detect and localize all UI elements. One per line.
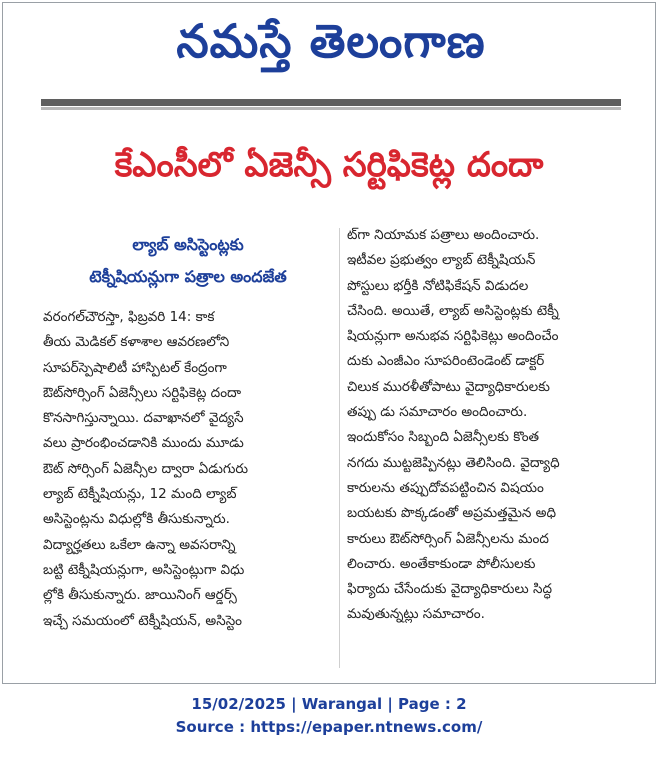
footer-source-link[interactable]: Source : https://epaper.ntnews.com/: [175, 718, 483, 736]
article-text-line: చిలుక మురళీతోపాటు వైద్యాధికారులకు: [347, 378, 550, 395]
masthead-rule-shadow: [41, 107, 621, 110]
footer-edition-info: 15/02/2025 | Warangal | Page : 2: [191, 695, 467, 713]
article-text-line: షియన్లుగా అనుభవ సర్టిఫికెట్లు అందించేం: [347, 328, 559, 345]
article-text-line: ఇందుకోసం సిబ్బంది ఏజెన్సీలకు కొంత: [347, 429, 540, 446]
article-text-line: చేసింది. అయితే, ల్యాబ్ అసిస్టెంట్లకు టెక్నీ: [347, 302, 559, 319]
article-text-line: బట్టి టెక్నీషియన్లుగా, అసిస్టెంట్లుగా విధు: [43, 561, 245, 578]
article-subhead-2: టెక్నీషియన్లుగా పత్రాల అందజేత: [89, 267, 287, 286]
article-text-line: కారులను తప్పుదోవపట్టించిన విషయం: [347, 479, 544, 496]
article-text-line: తీయ మెడికల్ కళాశాల ఆవరణలోని: [43, 334, 230, 351]
article-text-line: సూపర్‌స్పెషాలిటీ హాస్పిటల్ కేంద్రంగా: [43, 359, 227, 376]
article-text-line: వలు ప్రారంభించడానికి ముందు మూడు: [43, 435, 244, 452]
article-column-right: [347, 223, 639, 628]
article-text-line: మవుతున్నట్లు సమాచారం.: [347, 606, 485, 623]
article-column-left: [43, 305, 335, 634]
newspaper-clipping: [2, 2, 656, 684]
article-text-line: అసిస్టెంట్లను విధుల్లోకి తీసుకున్నారు.: [43, 511, 230, 528]
article-subhead-1: ల్యాబ్ అసిస్టెంట్లకు: [132, 235, 244, 254]
article-text-line: విద్యార్హతలు ఒకేలా ఉన్నా అవసరాన్ని: [43, 536, 236, 553]
article-text-line: వరంగల్‌చౌరస్తా, ఫిబ్రవరి 14: కాక: [43, 309, 215, 325]
column-divider: [339, 228, 340, 668]
article-text-line: ఔట్ సోర్సింగ్ ఏజెన్సీల ద్వారా ఏడుగురు: [43, 460, 249, 477]
article-text-line: ల్యాబ్ టెక్నీషియన్లు, 12 మంది ల్యాబ్: [43, 486, 237, 503]
article-text-line: బయటకు పొక్కడంతో అప్రమత్తమైన అధి: [347, 505, 556, 522]
article-text-line: ఫిర్యాదు చేసేందుకు వైద్యాధికారులు సిద్ధ: [347, 581, 552, 598]
masthead-rule: [41, 99, 621, 106]
article-text-line: తప్పు డు సమాచారం అందించారు.: [347, 404, 528, 421]
article-headline: కేఎంసీలో ఏజెన్సీ సర్టిఫికెట్ల దందా: [114, 145, 544, 185]
article-text-line: ట్‌గా నియామక పత్రాలు అందించారు.: [347, 227, 540, 243]
article-text-line: కొనసాగిస్తున్నాయి. దవాఖానలో వైద్యసే: [43, 410, 244, 427]
article-text-line: ఇచ్చే సమయంలో టెక్నీషియన్, అసిస్టెం: [43, 612, 243, 629]
article-text-line: దుకు ఎంజీఎం సూపరింటెండెంట్ డాక్టర్: [347, 353, 545, 370]
article-text-line: నగదు ముట్టజెప్పినట్లు తెలిసింది. వైద్యాధి: [347, 454, 560, 471]
masthead-logo: నమస్తే తెలంగాణ: [176, 14, 486, 68]
article-text-line: ఔట్‌సోర్సింగ్ ఏజెన్సీలు సర్టిఫికెట్ల దందా: [43, 384, 242, 401]
article-text-line: ల్లోకి తీసుకున్నారు. జాయినింగ్ ఆర్డర్స్: [43, 587, 237, 604]
article-text-line: కారులు ఔట్‌సోర్సింగ్ ఏజెన్సీలను మంద: [347, 530, 549, 547]
article-text-line: పోస్టులు భర్తీకి నోటిఫికేషన్ విడుదల: [347, 277, 529, 294]
article-text-line: లించారు. అంతేకాకుండా పోలీసులకు: [347, 555, 536, 572]
article-text-line: ఇటీవల ప్రభుత్వం ల్యాబ్ టెక్నీషియన్: [347, 252, 536, 269]
